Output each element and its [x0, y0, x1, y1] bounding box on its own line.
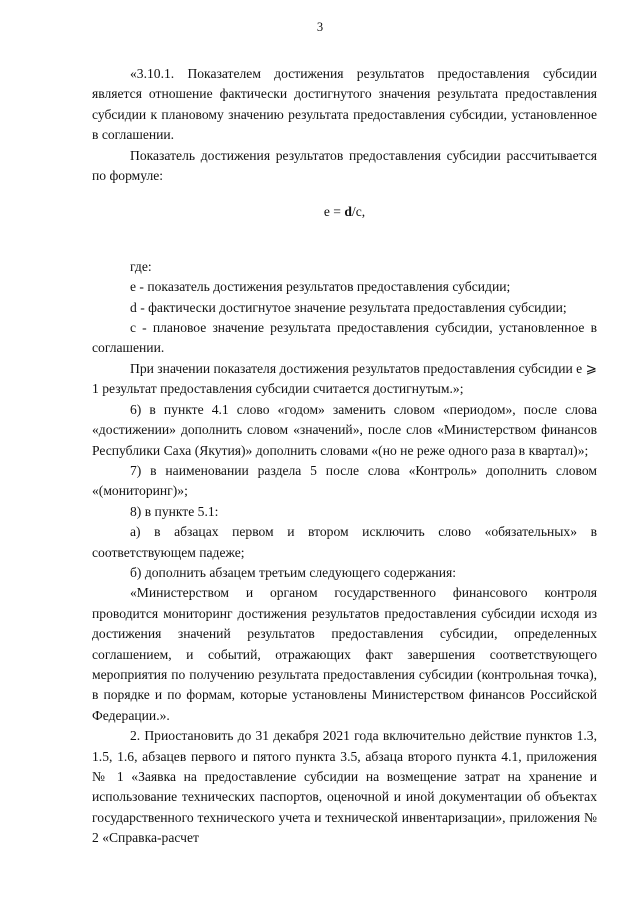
- document-body: [92, 64, 597, 849]
- paragraph-def-e: e - показатель достижения результатов предоставления субсидии;: [130, 279, 511, 295]
- paragraph-item-8a: а) в абзацах первом и втором исключить слово «обязательных» в соответствующем падеже;: [92, 524, 597, 560]
- paragraph-item-2: 2. Приостановить до 31 декабря 2021 года включительно действие пунктов 1.3, 1.5, 1.6, абзацев первого и пятого пункта 3.5, абзаца второго пункта 4.1, приложения № 1 «Заявка на предоставление субсидии на возмещение затрат на хранение и использование технических паспортов, оценочной и иной документации об объектах государственного технического учета и технической инвентаризации», приложения № 2 «Справка-расчет: [92, 728, 597, 846]
- formula-rest: /c,: [351, 204, 366, 220]
- paragraph-item-7: 7) в наименовании раздела 5 после слова «Контроль» дополнить словом «(мониторинг)»;: [92, 462, 597, 499]
- paragraph-indicator-definition: «3.10.1. Показателем достижения результатов предоставления субсидии является отношение фактически достигнутого значения результата предоставления субсидии к плановому значению результата предоставления субсидии, установленное в соглашении.: [92, 66, 597, 143]
- paragraph-item-8: 8) в пункте 5.1:: [130, 503, 219, 519]
- paragraph-monitoring: «Министерством и органом государственного финансового контроля проводится мониторинг достижения результатов предоставления субсидии исходя из достижения значений результатов предоставления субсидии, определенных соглашением, и событий, отражающих факт завершения соответствующего мероприятия по получению результата предоставления субсидии (контрольная точка), в порядке и по формам, которые установлены Министерством финансов Российской Федерации.».: [92, 585, 597, 723]
- paragraph-threshold: При значении показателя достижения результатов предоставления субсидии e ⩾ 1 результат предоставления субсидии считается достигнутым.»;: [92, 360, 597, 397]
- page-number: 3: [316, 20, 324, 34]
- formula-numerator: d: [344, 204, 352, 220]
- paragraph-item-6: 6) в пункте 4.1 слово «годом» заменить словом «периодом», после слова «достижении» дополнить словом «значений», после слов «Министерством финансов Республики Саха (Якутия)» дополнить словами «(но не реже одного раза в квартал)»;: [92, 401, 597, 458]
- paragraph-def-c: c - плановое значение результата предоставления субсидии, установленное в соглашении.: [92, 320, 597, 356]
- paragraph-formula-intro: Показатель достижения результатов предоставления субсидии рассчитывается по формуле:: [92, 147, 597, 184]
- paragraph-where: где:: [130, 258, 152, 274]
- paragraph-item-8b: б) дополнить абзацем третьим следующего содержания:: [130, 564, 456, 580]
- formula-lhs: e =: [323, 204, 345, 220]
- paragraph-def-d: d - фактически достигнутое значение результата предоставления субсидии;: [130, 299, 567, 315]
- formula: [92, 202, 597, 222]
